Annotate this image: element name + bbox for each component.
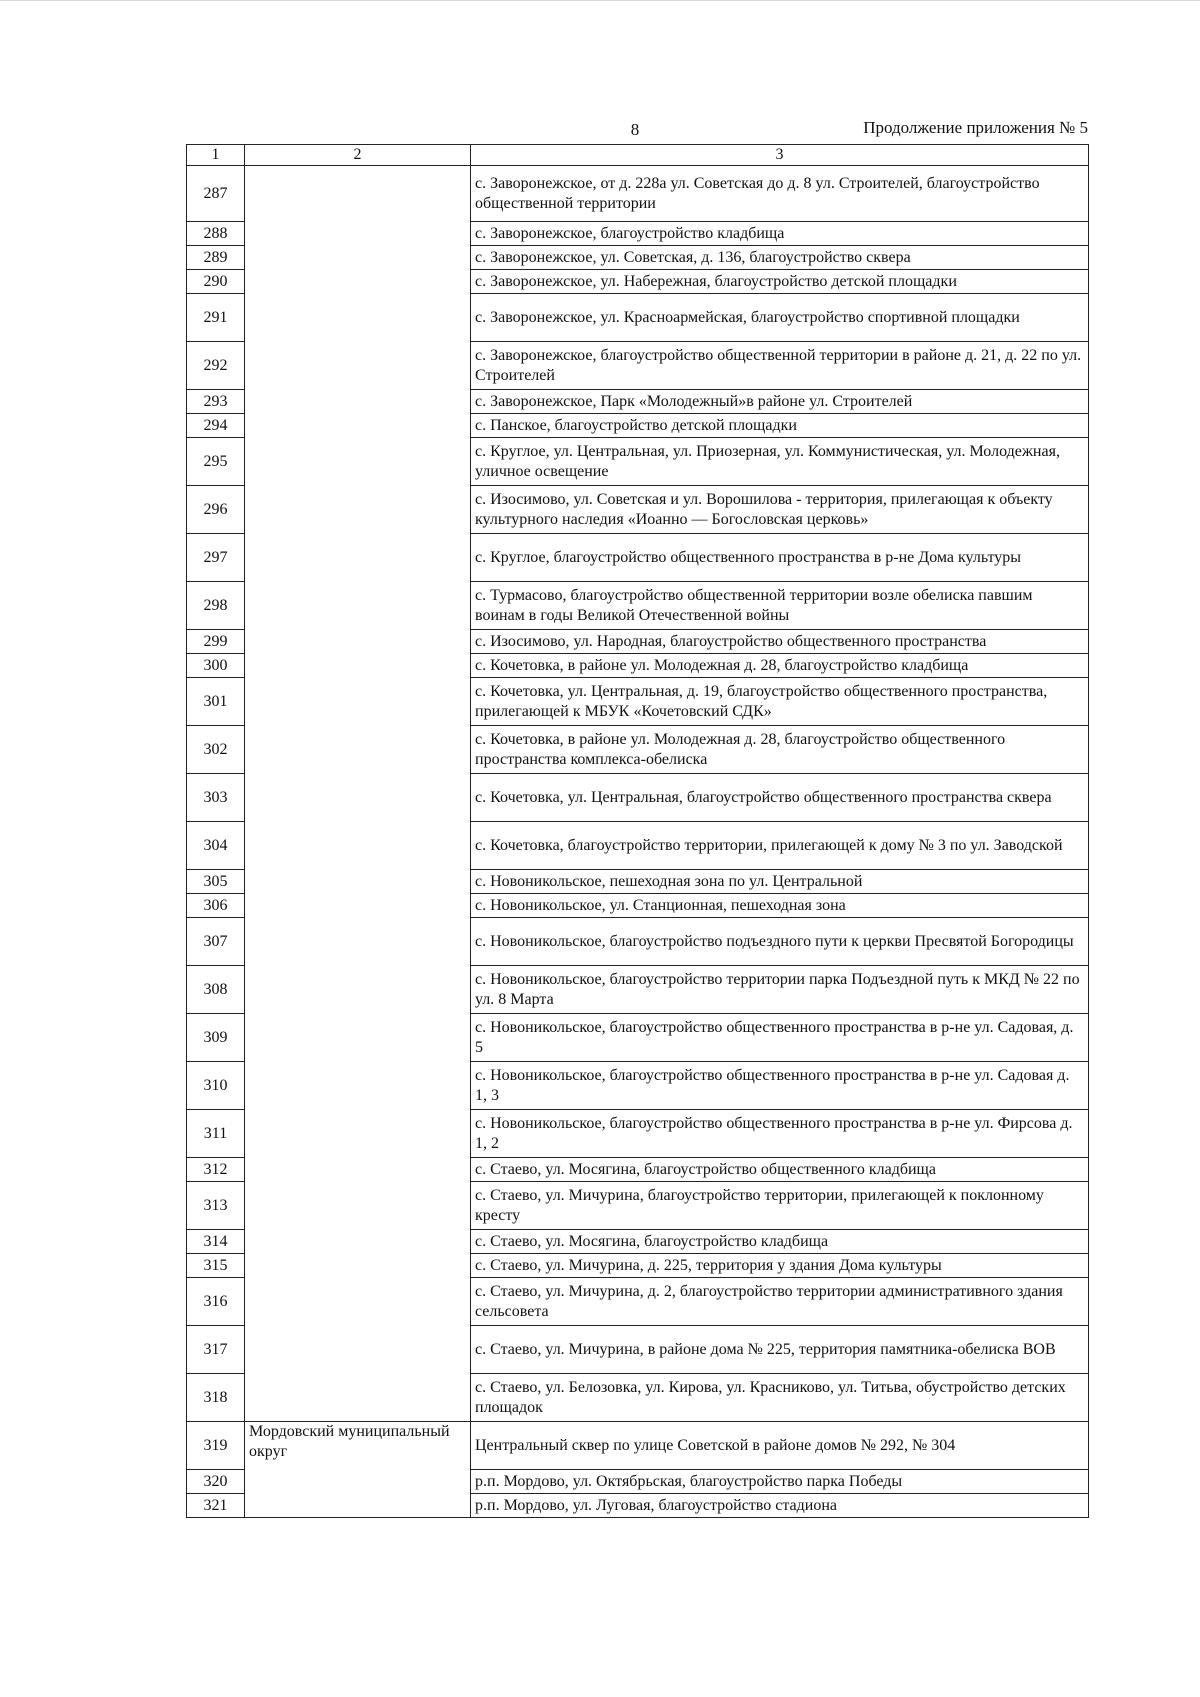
municipality-cell — [245, 166, 471, 1422]
project-description: с. Стаево, ул. Мичурина, в районе дома № 225, территория памятника-обелиска ВОВ — [471, 1326, 1089, 1374]
row-number: 296 — [187, 486, 245, 534]
project-description: с. Стаево, ул. Белозовка, ул. Кирова, ул. Красниково, ул. Титьва, обустройство детских площадок — [471, 1374, 1089, 1422]
row-number: 289 — [187, 246, 245, 270]
row-number: 315 — [187, 1254, 245, 1278]
row-number: 298 — [187, 582, 245, 630]
project-description: с. Стаево, ул. Мичурина, д. 225, территория у здания Дома культуры — [471, 1254, 1089, 1278]
row-number: 291 — [187, 294, 245, 342]
project-description: с. Новоникольское, благоустройство территории парка Подъездной путь к МКД № 22 по ул. 8 Марта — [471, 966, 1089, 1014]
row-number: 304 — [187, 822, 245, 870]
project-description: с. Заворонежское, от д. 228а ул. Советская до д. 8 ул. Строителей, благоустройство общественной территории — [471, 166, 1089, 222]
project-description: с. Заворонежское, ул. Набережная, благоустройство детской площадки — [471, 270, 1089, 294]
project-description: с. Заворонежское, благоустройство общественной территории в районе д. 21, д. 22 по ул. Строителей — [471, 342, 1089, 390]
row-number: 302 — [187, 726, 245, 774]
row-number: 318 — [187, 1374, 245, 1422]
project-description: с. Панское, благоустройство детской площадки — [471, 414, 1089, 438]
row-number: 288 — [187, 222, 245, 246]
project-description: с. Заворонежское, благоустройство кладбища — [471, 222, 1089, 246]
project-description: с. Кочетовка, благоустройство территории, прилегающей к дому № 3 по ул. Заводской — [471, 822, 1089, 870]
project-description: с. Заворонежское, Парк «Молодежный»в районе ул. Строителей — [471, 390, 1089, 414]
row-number: 311 — [187, 1110, 245, 1158]
project-description: с. Кочетовка, ул. Центральная, д. 19, благоустройство общественного пространства, прилегающей к МБУК «Кочетовский СДК» — [471, 678, 1089, 726]
row-number: 300 — [187, 654, 245, 678]
row-number: 290 — [187, 270, 245, 294]
row-number: 297 — [187, 534, 245, 582]
scan-artifact — [0, 0, 1200, 1]
project-description: с. Кочетовка, ул. Центральная, благоустройство общественного пространства сквера — [471, 774, 1089, 822]
row-number: 308 — [187, 966, 245, 1014]
table-row — [187, 1422, 1089, 1470]
row-number: 312 — [187, 1158, 245, 1182]
row-number: 303 — [187, 774, 245, 822]
projects-table — [186, 144, 1089, 1518]
project-description: с. Изосимово, ул. Народная, благоустройство общественного пространства — [471, 630, 1089, 654]
row-number: 310 — [187, 1062, 245, 1110]
row-number: 321 — [187, 1494, 245, 1518]
column-header-2: 2 — [245, 145, 471, 166]
column-header-3: 3 — [471, 145, 1089, 166]
project-description: с. Круглое, благоустройство общественного пространства в р-не Дома культуры — [471, 534, 1089, 582]
row-number: 301 — [187, 678, 245, 726]
row-number: 314 — [187, 1230, 245, 1254]
row-number: 287 — [187, 166, 245, 222]
row-number: 313 — [187, 1182, 245, 1230]
continuation-label: Продолжение приложения № 5 — [863, 118, 1088, 137]
table-header-row — [187, 145, 1089, 166]
row-number: 319 — [187, 1422, 245, 1470]
row-number: 305 — [187, 870, 245, 894]
project-description: с. Заворонежское, ул. Красноармейская, благоустройство спортивной площадки — [471, 294, 1089, 342]
project-description: с. Новоникольское, ул. Станционная, пешеходная зона — [471, 894, 1089, 918]
row-number: 317 — [187, 1326, 245, 1374]
project-description: с. Стаево, ул. Мичурина, д. 2, благоустройство территории административного здания сельсовета — [471, 1278, 1089, 1326]
project-description: с. Заворонежское, ул. Советская, д. 136, благоустройство сквера — [471, 246, 1089, 270]
row-number: 299 — [187, 630, 245, 654]
row-number: 295 — [187, 438, 245, 486]
project-description: с. Кочетовка, в районе ул. Молодежная д. 28, благоустройство кладбища — [471, 654, 1089, 678]
row-number: 309 — [187, 1014, 245, 1062]
project-description: с. Круглое, ул. Центральная, ул. Приозерная, ул. Коммунистическая, ул. Молодежная, уличное освещение — [471, 438, 1089, 486]
row-number: 307 — [187, 918, 245, 966]
row-number: 293 — [187, 390, 245, 414]
row-number: 292 — [187, 342, 245, 390]
table-body — [187, 166, 1089, 1518]
row-number: 306 — [187, 894, 245, 918]
row-number: 316 — [187, 1278, 245, 1326]
row-number: 320 — [187, 1470, 245, 1494]
project-description: с. Новоникольское, благоустройство общественного пространства в р-не ул. Фирсова д. 1, 2 — [471, 1110, 1089, 1158]
project-description: с. Кочетовка, в районе ул. Молодежная д. 28, благоустройство общественного пространства комплекса-обелиска — [471, 726, 1089, 774]
table-row — [187, 166, 1089, 222]
project-description: р.п. Мордово, ул. Луговая, благоустройство стадиона — [471, 1494, 1089, 1518]
project-description: Центральный сквер по улице Советской в районе домов № 292, № 304 — [471, 1422, 1089, 1470]
row-number: 294 — [187, 414, 245, 438]
project-description: с. Новоникольское, благоустройство общественного пространства в р-не ул. Садовая д. 1, 3 — [471, 1062, 1089, 1110]
project-description: с. Стаево, ул. Мичурина, благоустройство территории, прилегающей к поклонному кресту — [471, 1182, 1089, 1230]
column-header-1: 1 — [187, 145, 245, 166]
project-description: р.п. Мордово, ул. Октябрьская, благоустройство парка Победы — [471, 1470, 1089, 1494]
page-number: 8 — [630, 120, 640, 139]
project-description: с. Изосимово, ул. Советская и ул. Ворошилова - территория, прилегающая к объекту культурного наследия «Иоанно — Богословская церковь» — [471, 486, 1089, 534]
project-description: с. Новоникольское, пешеходная зона по ул. Центральной — [471, 870, 1089, 894]
project-description: с. Турмасово, благоустройство общественной территории возле обелиска павшим воинам в годы Великой Отечественной войны — [471, 582, 1089, 630]
project-description: с. Новоникольское, благоустройство общественного пространства в р-не ул. Садовая, д. 5 — [471, 1014, 1089, 1062]
project-description: с. Стаево, ул. Мосягина, благоустройство кладбища — [471, 1230, 1089, 1254]
municipality-cell: Мордовский муниципальный округ — [245, 1422, 471, 1518]
project-description: с. Новоникольское, благоустройство подъездного пути к церкви Пресвятой Богородицы — [471, 918, 1089, 966]
project-description: с. Стаево, ул. Мосягина, благоустройство общественного кладбища — [471, 1158, 1089, 1182]
